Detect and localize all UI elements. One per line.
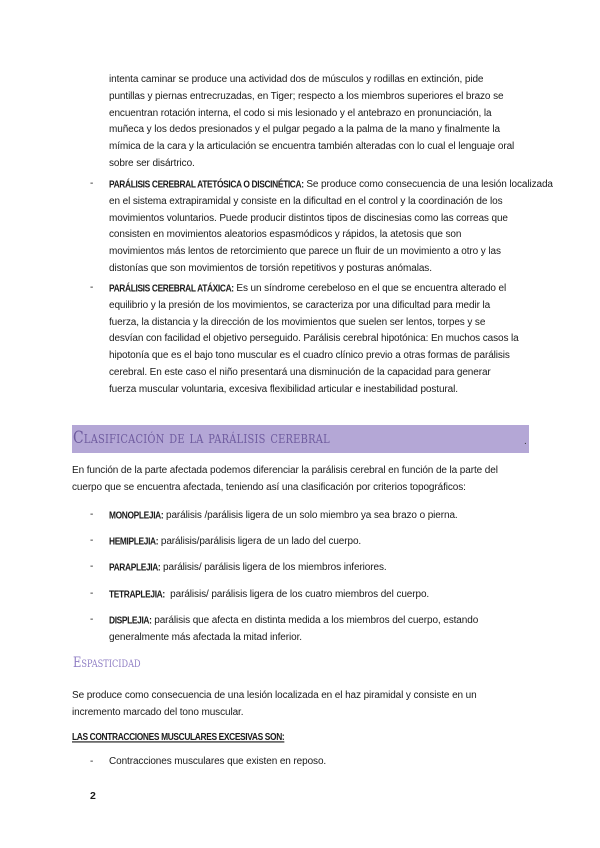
- bullet-dash: -: [90, 535, 94, 546]
- text-line: cuerpo que se encuentra afectada, teniendo así una clasificación por criterios topográficos:: [72, 481, 466, 493]
- section-intro: [72, 463, 498, 497]
- section-trailing-dot: .: [524, 436, 527, 447]
- text-line: mímica de la cara y la articulación se encuentra también alteradas con lo cual el lenguaje oral: [109, 141, 515, 153]
- text-line: Se produce como consecuencia de una lesión localizada: [303, 179, 553, 190]
- text-line: sobre ser disártrico.: [109, 157, 195, 169]
- text-line: parálisis/ parálisis ligera de los cuatro miembros del cuerpo.: [164, 589, 430, 600]
- text-line: en el sistema extrapiramidal y consiste en la dificultad en el control y la coordinación de los: [109, 195, 503, 207]
- bullet-label: DISPLEJIA:: [109, 614, 152, 626]
- text-line: intenta caminar se produce una actividad dos de músculos y rodillas en extinción, pide: [109, 74, 484, 85]
- bullet-dash: -: [90, 509, 94, 520]
- list-item-displejia: [109, 612, 478, 647]
- bullet-dash: -: [90, 561, 94, 572]
- bullet-label: PARÁLISIS CEREBRAL ATÁXICA:: [109, 282, 234, 294]
- section-title: Clasificación de la parálisis cerebral: [73, 428, 330, 448]
- page-number: 2: [90, 790, 96, 802]
- subsection-underlined-heading: LAS CONTRACCIONES MUSCULARES EXCESIVAS SON:: [72, 731, 285, 743]
- text-line: muñeca y los dedos presionados y el pulgar pegado a la palma de la mano y finalmente la: [109, 124, 500, 136]
- bullet-dash: -: [90, 178, 94, 189]
- bullet-label: PARÁLISIS CEREBRAL ATETÓSICA O DISCINÉTICA:: [109, 178, 304, 190]
- text-line: desvían con facilidad el objetivo perseguido. Parálisis cerebral hipotónica: En muchos casos la: [109, 333, 519, 345]
- list-item-monoplejia: [109, 507, 458, 525]
- text-line: distonías que son movimientos de torsión repetitivos y posturas anómalas.: [109, 262, 432, 274]
- bullet-dash: -: [90, 588, 94, 599]
- text-line: fuerza muscular voluntaria, excesiva flexibilidad articular e inestabilidad postural.: [109, 383, 458, 395]
- text-line: movimientos voluntarios. Puede producir distintos tipos de discinesias como las correas que: [109, 212, 508, 224]
- list-item-paraplejia: [109, 559, 387, 577]
- bullet-label: PARAPLEJIA:: [109, 561, 161, 573]
- bullet-dash: -: [90, 282, 94, 293]
- text-line: encuentran rotación interna, el codo si mis lesionado y el antebrazo en pronunciación, la: [109, 107, 492, 119]
- bullet-label: HEMIPLEJIA:: [109, 535, 159, 547]
- text-line: incremento marcado del tono muscular.: [72, 706, 244, 718]
- bullet-atetosica: [109, 176, 553, 278]
- list-item-tetraplejia: [109, 586, 429, 604]
- bullet-ataxica: [109, 280, 519, 399]
- text-line: parálisis /parálisis ligera de un solo miembro ya sea brazo o pierna.: [163, 510, 458, 521]
- text-line: En función de la parte afectada podemos diferenciar la parálisis cerebral en función de la parte del: [72, 465, 498, 476]
- text-line: parálisis/parálisis ligera de un lado del cuerpo.: [158, 536, 362, 547]
- text-line: generalmente más afectada la mitad inferior.: [109, 631, 302, 643]
- text-line: consisten en movimientos aleatorios espasmódicos y rápidos, la atetosis que son: [109, 229, 462, 241]
- list-item-hemiplejia: [109, 533, 361, 551]
- text-line: Se produce como consecuencia de una lesión localizada en el haz piramidal y consiste en un: [72, 690, 477, 701]
- text-line: parálisis/ parálisis ligera de los miembros inferiores.: [160, 562, 387, 573]
- list-item-contracciones: Contracciones musculares que existen en reposo.: [109, 756, 327, 767]
- text-line: Es un síndrome cerebeloso en el que se encuentra alterado el: [233, 283, 507, 294]
- subsection-paragraph: [72, 688, 477, 722]
- text-line: puntillas y piernas entrecruzadas, en Tiger; respecto a los miembros superiores el brazo se: [109, 90, 504, 102]
- text-line: fuerza, la distancia y la dirección de los movimientos que suelen ser lentos, torpes y se: [109, 316, 486, 328]
- bullet-dash: -: [90, 756, 94, 767]
- text-line: hipotonía que es el bajo tono muscular es el cuadro clínico previo a otras formas de parálisis: [109, 350, 510, 362]
- bullet-dash: -: [90, 614, 94, 625]
- bullet-label: MONOPLEJIA:: [109, 509, 164, 521]
- text-line: movimientos más lentos de retorcimiento que parece un fluir de un movimiento a otro y las: [109, 246, 501, 258]
- subsection-title: Espasticidad: [73, 655, 141, 671]
- text-line: parálisis que afecta en distinta medida a los miembros del cuerpo, estando: [151, 615, 479, 626]
- bullet-label: TETRAPLEJIA:: [109, 588, 165, 600]
- continued-paragraph: [109, 72, 514, 173]
- text-line: cerebral. En este caso el niño presentará una disminución de la capacidad para generar: [109, 366, 491, 378]
- text-line: equilibrio y la presión de los movimientos, se caracteriza por una dificultad para medir la: [109, 299, 491, 311]
